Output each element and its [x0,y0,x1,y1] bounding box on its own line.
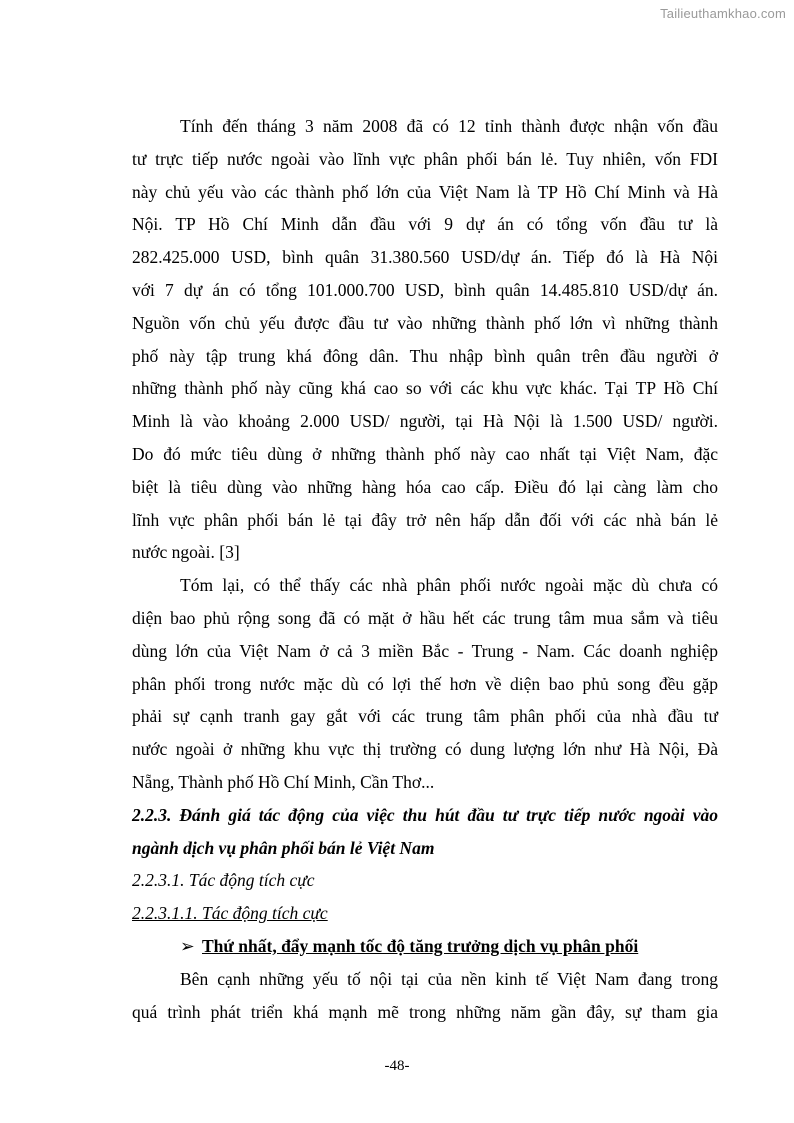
text-line: Minh là vào khoảng 2.000 USD/ người, tại Hà Nội là 1.500 USD/ người. [132,411,718,432]
text-line: nước ngoài. [3] [132,542,240,563]
text-line: với 7 dự án có tổng 101.000.700 USD, bình quân 14.485.810 USD/dự án. [132,279,718,300]
text-line: dùng lớn của Việt Nam ở cả 3 miền Bắc - Trung - Nam. Các doanh nghiệp [132,640,718,661]
text-line: Tính đến tháng 3 năm 2008 đã có 12 tỉnh thành được nhận vốn đầu [180,116,718,136]
heading-line: 2.2.3. Đánh giá tác động của việc thu hút đầu tư trực tiếp nước ngoài vào [132,804,718,825]
text-line: 282.425.000 USD, bình quân 31.380.560 USD/dự án. Tiếp đó là Hà Nội [132,247,718,268]
text-line: những thành phố này cũng khá cao so với các khu vực khác. Tại TP Hồ Chí [132,378,718,399]
paragraph-growth [132,963,718,1029]
text-line: tư trực tiếp nước ngoài vào lĩnh vực phân phối bán lẻ. Tuy nhiên, vốn FDI [132,148,718,169]
text-line: phân phối trong nước mặc dù có lợi thế hơn về diện bao phủ song đều gặp [132,673,718,694]
text-line: biệt là tiêu dùng vào những hàng hóa cao cấp. Điều đó lại càng làm cho [132,476,718,497]
subsubsection-heading: 2.2.3.1.1. Tác động tích cực [132,903,328,924]
text-line: quá trình phát triển khá mạnh mẽ trong những năm gần đây, sự tham gia [132,1001,718,1022]
text-line: Nẵng, Thành phố Hồ Chí Minh, Cần Thơ... [132,771,435,792]
text-line: nước ngoài ở những khu vực thị trường có dung lượng lớn như Hà Nội, Đà [132,739,718,760]
watermark: Tailieuthamkhao.com [660,6,786,21]
text-line: phải sự cạnh tranh gay gắt với các trung tâm phân phối của nhà đầu tư [132,706,718,727]
text-line: diện bao phủ rộng song đã có mặt ở hầu hết các trung tâm mua sắm và tiêu [132,607,718,628]
text-line: Bên cạnh những yếu tố nội tại của nền kinh tế Việt Nam đang trong [180,968,718,989]
section-heading [132,799,718,865]
heading-line: ngành dịch vụ phân phối bán lẻ Việt Nam [132,837,435,858]
subsection-heading: 2.2.3.1. Tác động tích cực [132,870,315,891]
page-number: -48- [384,1058,410,1074]
text-line: lĩnh vực phân phối bán lẻ tại đây trở nên hấp dẫn đối với các nhà bán lẻ [132,509,718,530]
document-body [132,110,718,1028]
text-line: Tóm lại, có thể thấy các nhà phân phối nước ngoài mặc dù chưa có [180,575,718,596]
paragraph-fdi-retail [132,110,718,569]
bullet-text: Thứ nhất, đẩy mạnh tốc độ tăng trưởng dịch vụ phân phối [202,935,639,956]
text-line: này chủ yếu vào các thành phố lớn của Việt Nam là TP Hồ Chí Minh và Hà [132,181,718,202]
arrow-bullet-icon: ➢ [180,935,195,956]
text-line: Nguồn vốn chủ yếu được đầu tư vào những thành phố lớn vì những thành [132,312,718,333]
text-line: Do đó mức tiêu dùng ở những thành phố này cao nhất tại Việt Nam, đặc [132,443,718,464]
text-line: Nội. TP Hồ Chí Minh dẫn đầu với 9 dự án có tổng vốn đầu tư là [132,214,718,235]
text-line: phố này tập trung khá đông dân. Thu nhập bình quân trên đầu người ở [132,345,718,366]
paragraph-summary [132,569,718,799]
bullet-item [132,930,718,963]
